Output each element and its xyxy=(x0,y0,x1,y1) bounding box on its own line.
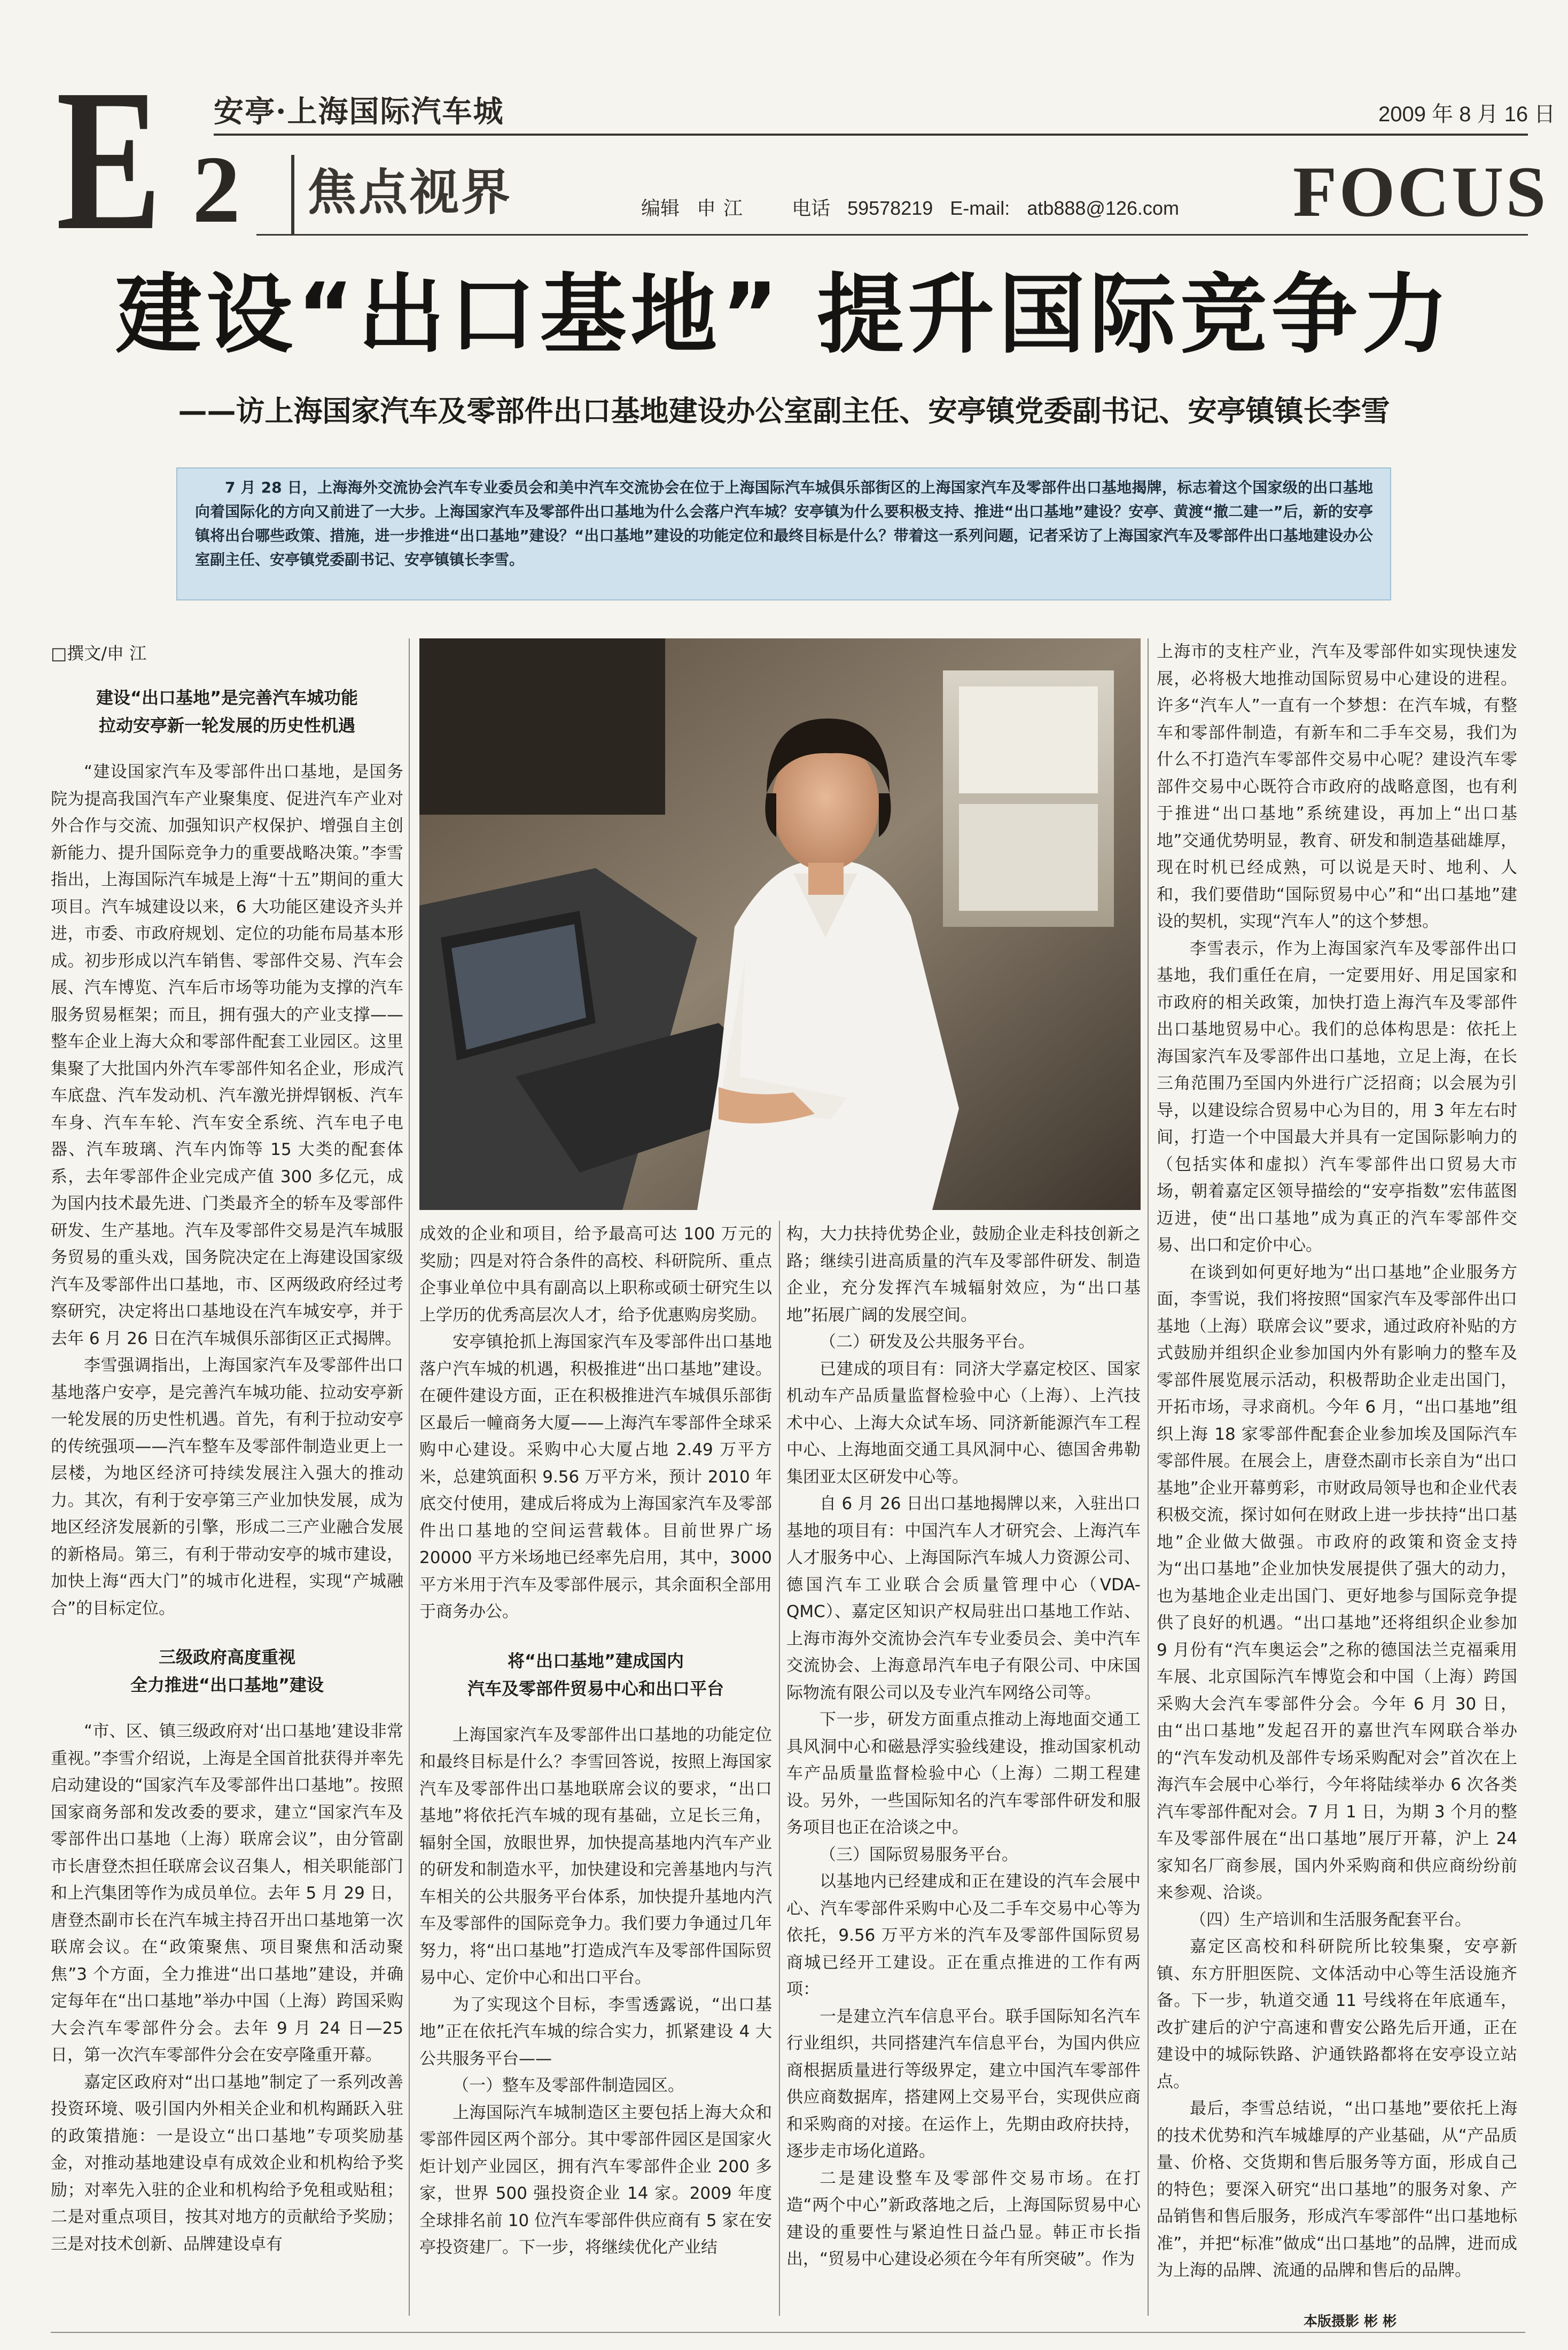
phone-label: 电话 xyxy=(792,197,831,219)
paragraph: 以基地内已经建成和正在建设的汽车会展中心、汽车零部件采购中心及二手车交易中心等为依托，9.56 万平方米的汽车及零部件国际贸易商城已经开工建设。正在重点推进的工作有两项： xyxy=(786,1872,1141,1999)
byline: □撰文/申 江 xyxy=(51,643,147,663)
paragraph: 李雪表示，作为上海国家汽车及零部件出口基地，我们重任在肩，一定要用好、用足国家和市政府的相关政策，加快打造上海汽车及零部件出口基地贸易中心。我们的总体构思是：依托上海国家汽车及零部件出口基地，立足上海，在长三角范围乃至国内外进行广泛招商；以会展为引导，以建设综合贸易中心为目的，用 3 年左右时间，打造一个中国最大并具有一定国际影响力的（包括实体和虚拟）汽车零部件出口贸易大市场，朝着嘉定区领导描绘的“安亭指数”宏伟蓝图迈进，使“出口基地”成为真正的汽车零部件交易、出口和定价中心。 xyxy=(1157,939,1517,1255)
paragraph: （二）研发及公共服务平台。 xyxy=(820,1332,1035,1352)
photo-credit: 本版摄影 彬 彬 xyxy=(1304,2314,1397,2330)
lead-paragraph: 7 月 28 日，上海海外交流协会汽车专业委员会和美中汽车交流协会在位于上海国际汽车城俱乐部街区的上海国家汽车及零部件出口基地揭牌，标志着这个国家级的出口基地向着国际化的方向又前进了一大步。上海国家汽车及零部件出口基地为什么会落户汽车城？安亭镇为什么要积极支持、推进“出口基地”建设？安亭、黄渡“撤二建一”后，新的安亭镇将出台哪些政策、措施，进一步推进“出口基地”建设？“出口基地”建设的功能定位和最终目标是什么？带着这一系列问题，记者采访了上海国家汽车及零部件出口基地建设办公室副主任、安亭镇党委副书记、安亭镇镇长李雪。 xyxy=(195,479,1373,568)
section-letter: E xyxy=(56,48,162,272)
email-label: E-mail: xyxy=(950,197,1010,219)
paragraph: 成效的企业和项目，给予最高可达 100 万元的奖励；四是对符合条件的高校、科研院所、重点企事业单位中具有副高以上职称或硕士研究生以上学历的优秀高层次人才，给予优惠购房奖励。 xyxy=(419,1224,772,1325)
paragraph: “市、区、镇三级政府对‘出口基地’建设非常重视。”李雪介绍说，上海是全国首批获得并率先启动建设的“国家汽车及零部件出口基地”。按照国家商务部和发改委的要求，建立“国家汽车及零部件出口基地（上海）联席会议”，由分管副市长唐登杰担任联席会议召集人，相关职能部门和上汽集团等作为成员单位。去年 5 月 29 日，唐登杰副市长在汽车城主持召开出口基地第一次联席会议。在“政策聚焦、项目聚焦和活动聚焦”3 个方面，全力推进“出口基地”建设，并确定每年在“出口基地”举办中国（上海）跨国采购大会汽车零部件分会。去年 9 月 24 日—25 日，第一次汽车零部件分会在安亭隆重开幕。 xyxy=(51,1722,403,2065)
header-rule-lower xyxy=(256,234,1528,236)
paragraph: （一）整车及零部件制造园区。 xyxy=(453,2076,684,2095)
column-2 xyxy=(419,1221,772,2261)
paragraph: 嘉定区高校和科研院所比较集聚，安亭新镇、东方肝胆医院、文体活动中心等生活设施齐备。下一步，轨道交通 11 号线将在年底通车，改扩建后的沪宁高速和曹安公路先后开通，正在建设中的城际铁路、沪通铁路都将在安亭设立站点。 xyxy=(1157,1937,1517,2091)
paragraph: 最后，李雪总结说，“出口基地”要依托上海的技术优势和汽车城雄厚的产业基础，从“产品质量、价格、交货期和售后服务等方面，形成自己的特色；要深入研究“出口基地”的服务对象、产品销售和售后服务，形成汽车零部件“出口基地标准”，并把“标准”做成“出口基地”的品牌，进而成为上海的品牌、流通的品牌和售后的品牌。 xyxy=(1157,2099,1517,2280)
interview-photo xyxy=(419,638,1141,1210)
column-4 xyxy=(1157,638,1517,2284)
paragraph: 上海国家汽车及零部件出口基地的功能定位和最终目标是什么？李雪回答说，按照上海国家汽车及零部件出口基地联席会议的要求，“出口基地”将依托汽车城的现有基础，立足长三角，辐射全国，放眼世界，加快提高基地内汽车产业的研发和制造水平，加快建设和完善基地内与汽车相关的公共服务平台体系，加快提升基地内汽车及零部件的国际竞争力。我们要力争通过几年努力，将“出口基地”打造成汽车及零部件国际贸易中心、定价中心和出口平台。 xyxy=(419,1725,772,1987)
headline: 建设“出口基地” 提升国际竞争力 xyxy=(115,265,1453,365)
editor-name: 申 江 xyxy=(697,197,743,219)
paragraph: 李雪强调指出，上海国家汽车及零部件出口基地落户安亭，是完善汽车城功能、拉动安亭新一轮发展的历史性机遇。首先，有利于拉动安亭的传统强项——汽车整车及零部件制造业更上一层楼，为地区经济可持续发展注入强大的推动力。其次，有利于安亭第三产业加快发展，成为地区经济发展新的引擎，形成二三产业融合发展的新格局。第三，有利于带动安亭的城市建设，加快上海“西大门”的城市化进程，实现“产城融合”的目标定位。 xyxy=(51,1356,403,1618)
portrait-illustration xyxy=(419,638,1141,1210)
publication-date: 2009 年 8 月 16 日 xyxy=(1378,103,1556,126)
column-divider xyxy=(1148,638,1149,2316)
editor-label: 编辑 xyxy=(641,197,680,219)
column-1-subtitle-1: 建设“出口基地”是完善汽车城功能 拉动安亭新一轮发展的历史性机遇 xyxy=(96,688,358,736)
paragraph: 在谈到如何更好地为“出口基地”企业服务方面，李雪说，我们将按照“国家汽车及零部件出口基地（上海）联席会议”要求，通过政府补贴的方式鼓励并组织企业参加国内外有影响力的整车及零部件展览展示活动，积极帮助企业走出国门，开拓市场，寻求商机。今年 6 月，“出口基地”组织上海 18 家零部件配套企业参加埃及国际汽车零部件展。在展会上，唐登杰副市长亲自为“出口基地”企业开幕剪彩，市财政局领导也和企业代表积极交流，探讨如何在财政上进一步扶持“出口基地”企业做大做强。市政府的政策和资金支持为“出口基地”企业加快发展提供了强大的动力，也为基地企业走出国门、更好地参与国际竞争提供了良好的机遇。“出口基地”还将组织企业参加 9 月份有“汽车奥运会”之称的德国法兰克福乘用车展、北京国际汽车博览会和中国（上海）跨国采购大会汽车零部件分会。今年 6 月 30 日，由“出口基地”发起召开的嘉世汽车网联合举办的“汽车发动机及部件专场采购配对会”首次在上海汽车会展中心举行，今年将陆续举办 6 次各类汽车零部件配对会。7 月 1 日，为期 3 个月的整车及零部件展在“出口基地”展厅开幕，沪上 24 家知名厂商参展，国内外采购商和供应商纷纷前来参观、洽谈。 xyxy=(1157,1262,1517,1902)
column-3 xyxy=(786,1221,1141,2273)
paragraph: 嘉定区政府对“出口基地”制定了一系列改善投资环境、吸引国内外相关企业和机构踊跃入驻的政策措施：一是设立“出口基地”专项奖励基金，对推动基地建设卓有成效企业和机构给予奖励；对率先入驻的企业和机构给予免租或贴租；二是对重点项目，按其对地方的贡献给予奖励；三是对技术创新、品牌建设卓有 xyxy=(51,2072,403,2254)
header-rule xyxy=(214,134,1528,136)
column-1 xyxy=(51,684,403,2258)
paragraph: 构，大力扶持优势企业，鼓励企业走科技创新之路；继续引进高质量的汽车及零部件研发、制造企业，充分发挥汽车城辐射效应，为“出口基地”拓展广阔的发展空间。 xyxy=(786,1224,1141,1325)
paragraph: 为了实现这个目标，李雪透露说，“出口基地”正在依托汽车城的综合实力，抓紧建设 4 大公共服务平台—— xyxy=(419,1995,772,2068)
phone-number: 59578219 xyxy=(847,197,933,219)
email-address: atb888@126.com xyxy=(1027,197,1180,219)
paragraph: 上海市的支柱产业，汽车及零部件如实现快速发展，必将极大地推动国际贸易中心建设的进程。许多“汽车人”一直有一个梦想：在汽车城，有整车和零部件制造，有新车和二手车交易，我们为什么不打造汽车零部件交易中心呢？建设汽车零部件交易中心既符合市政府的战略意图，也有利于推进“出口基地”系统建设，再加上“出口基地”交通优势明显，教育、研发和制造基础雄厚，现在时机已经成熟，可以说是天时、地利、人和，我们要借助“国际贸易中心”和“出口基地”建设的契机，实现“汽车人”的这个梦想。 xyxy=(1157,642,1517,931)
paragraph: “建设国家汽车及零部件出口基地，是国务院为提高我国汽车产业聚集度、促进汽车产业对外合作与交流、加强知识产权保护、增强自主创新能力、提升国际竞争力的重要战略决策。”李雪指出，上海国际汽车城是上海“十五”期间的重大项目。汽车城建设以来，6 大功能区建设齐头并进，市委、市政府规划、定位的功能布局基本形成。初步形成以汽车销售、零部件交易、汽车会展、汽车博览、汽车后市场等功能为支撑的汽车服务贸易框架；而且，拥有强大的产业支撑——整车企业上海大众和零部件配套工业园区。这里集聚了大批国内外汽车零部件知名企业，形成汽车底盘、汽车发动机、汽车激光拼焊钢板、汽车车身、汽车车轮、汽车安全系统、汽车电子电器、汽车玻璃、汽车内饰等 15 大类的配套体系，去年零部件企业完成产值 300 多亿元，成为国内技术最先进、门类最齐全的轿车及零部件研发、生产基地。汽车及零部件交易是汽车城服务贸易的重头戏，国务院决定在上海建设国家级汽车及零部件出口基地，市、区两级政府经过考察研究，决定将出口基地设在汽车城安亭，并于去年 6 月 26 日在汽车城俱乐部街区正式揭牌。 xyxy=(51,762,403,1348)
paragraph: 二是建设整车及零部件交易市场。在打造“两个中心”新政落地之后，上海国际贸易中心建设的重要性与紧迫性日益凸显。韩正市长指出，“贸易中心建设必须在今年有所突破”。作为 xyxy=(786,2168,1141,2269)
editor-contact-line xyxy=(641,193,1189,221)
paragraph: （四）生产培训和生活服务配套平台。 xyxy=(1190,1910,1471,1930)
paragraph: 一是建立汽车信息平台。联手国际知名汽车行业组织，共同搭建汽车信息平台，为国内供应商根据质量进行等级界定，建立中国汽车零部件供应商数据库，搭建网上交易平台，实现供应商和采购商的对接。在运作上，先期由政府扶持，逐步走市场化道路。 xyxy=(786,2007,1141,2161)
paragraph: （三）国际贸易服务平台。 xyxy=(820,1845,1018,1864)
paragraph: 自 6 月 26 日出口基地揭牌以来，入驻出口基地的项目有：中国汽车人才研究会、上海汽车人才服务中心、上海国际汽车城人力资源公司、德国汽车工业联合会质量管理中心（VDA-QMC）、嘉定区知识产权局驻出口基地工作站、上海市海外交流协会汽车专业委员会、美中汽车交流协会、上海意昂汽车电子有限公司、中床国际物流有限公司以及专业汽车网络公司等。 xyxy=(786,1494,1141,1703)
subheadline: ——访上海国家汽车及零部件出口基地建设办公室副主任、安亭镇党委副书记、安亭镇镇长李雪 xyxy=(178,394,1390,428)
column-divider xyxy=(409,638,410,2316)
column-1-subtitle-2: 三级政府高度重视 全力推进“出口基地”建设 xyxy=(130,1647,324,1695)
paragraph: 已建成的项目有：同济大学嘉定校区、国家机动车产品质量监督检验中心（上海）、上汽技术中心、上海大众试车场、同济新能源汽车工程中心、上海地面交通工具风洞中心、德国舍弗勒集团亚太区研发中心等。 xyxy=(786,1359,1141,1487)
focus-wordmark: FOCUS xyxy=(1293,152,1548,232)
paragraph: 安亭镇抢抓上海国家汽车及零部件出口基地落户汽车城的机遇，积极推进“出口基地”建设。在硬件建设方面，正在积极推进汽车城俱乐部街区最后一幢商务大厦——上海汽车零部件全球采购中心建设。采购中心大厦占地 2.49 万平方米，总建筑面积 9.56 万平方米，预计 2010 年底交付使用，建成后将成为上海国家汽车及零部件出口基地的空间运营载体。目前世界广场 20000 平方米场地已经率先启用，其中，3000 平方米用于汽车及零部件展示，其余面积全部用于商务办公。 xyxy=(419,1332,772,1621)
section-number: 2 xyxy=(192,136,240,243)
column-divider xyxy=(779,1221,780,2316)
paragraph: 下一步，研发方面重点推动上海地面交通工具风洞中心和磁悬浮实验线建设，推动国家机动车产品质量监督检验中心（上海）二期工程建设。另外，一些国际知名的汽车零部件研发和服务项目也正在洽谈之中。 xyxy=(786,1710,1141,1837)
column-2-subtitle: 将“出口基地”建成国内 汽车及零部件贸易中心和出口平台 xyxy=(467,1650,724,1699)
paragraph: 上海国际汽车城制造区主要包括上海大众和零部件园区两个部分。其中零部件园区是国家火炬计划产业园区，拥有汽车零部件企业 200 多家，世界 500 强投资企业 14 家。2009 年度全球排名前 10 位汽车零部件供应商有 5 家在安亭投资建厂。下一步，将继续优化产业结 xyxy=(419,2103,772,2257)
paper-name: 安亭·上海国际汽车城 xyxy=(214,94,504,129)
footer-rule xyxy=(51,2332,1525,2333)
section-name: 焦点视界 xyxy=(307,163,513,221)
